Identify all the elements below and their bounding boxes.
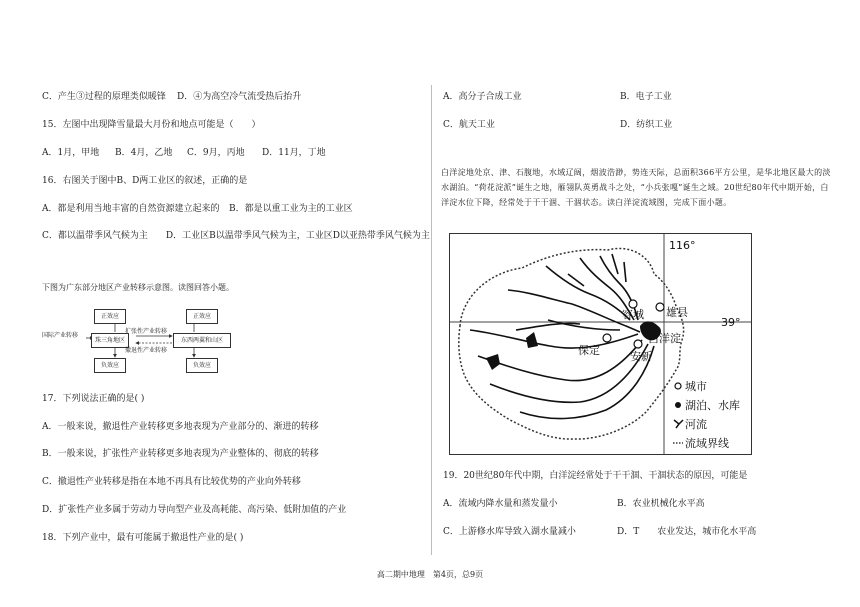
label-anxin: 安新 bbox=[630, 350, 652, 363]
label-latitude: 39° bbox=[721, 316, 741, 329]
q16-option-a: A．都是利用当地丰富的自然资源建立起来的 bbox=[42, 204, 220, 214]
label-longitude: 116° bbox=[669, 239, 696, 252]
legend-city-symbol bbox=[675, 383, 681, 389]
reservoir-central bbox=[526, 332, 538, 348]
q19-option-d: D．T 农业发达，城市化水平高 bbox=[617, 527, 757, 537]
q16-stem: 16．右图关于图中B、D两工业区的叙述，正确的是 bbox=[42, 176, 248, 186]
q19-stem: 19．20世纪80年代中期，白洋淀经常处于干干涸、干涸状态的原因，可能是 bbox=[443, 471, 748, 481]
city-baoding bbox=[603, 334, 611, 342]
reservoir-west bbox=[486, 354, 500, 370]
city-xiongxian bbox=[656, 303, 664, 311]
q17-stem: 17．下列说法正确的是( ) bbox=[42, 394, 145, 404]
legend-lake: 湖泊、水库 bbox=[685, 399, 740, 412]
label-retreating-transfer: 撤退性产业转移 bbox=[125, 347, 168, 354]
q18-option-c: C．航天工业 bbox=[443, 120, 495, 130]
city-rongcheng bbox=[629, 300, 637, 308]
label-expansive-transfer: 扩张性产业转移 bbox=[125, 328, 168, 335]
box-positive-effect-2: 正效应 bbox=[186, 309, 218, 324]
legend-river-symbol bbox=[674, 420, 683, 428]
label-baiyangdian: 白洋淀 bbox=[648, 332, 681, 345]
box-east-west-mountain: 东西两翼和山区 bbox=[173, 333, 231, 348]
map-svg bbox=[450, 234, 751, 454]
industry-intro: 下图为广东部分地区产业转移示意图。读图回答小题。 bbox=[42, 283, 234, 292]
q18-option-b: B．电子工业 bbox=[620, 92, 672, 102]
q16-option-b: B．都是以重工业为主的工业区 bbox=[229, 204, 353, 214]
legend-river: 河流 bbox=[685, 418, 707, 431]
box-negative-effect-1: 负效应 bbox=[94, 358, 126, 373]
q14-option-d: D．④为高空冷气流受热后抬升 bbox=[177, 92, 302, 102]
city-anxin bbox=[634, 340, 642, 348]
q16-option-cd: C．都以温带季风气候为主 D．工业区B以温带季风气候为主，工业区D以亚热带季风气候为主 bbox=[42, 231, 430, 241]
q17-option-d: D．扩张性产业多属于劳动力导向型产业及高耗能、高污染、低附加值的产业 bbox=[42, 505, 347, 515]
baiyangdian-intro: 白洋淀地处京、津、石腹地，水域辽阔，烟波浩渺，势连天际，总面积366平方公里，是华北地区最大的淡水湖泊。“荷花淀派”诞生之地，雁翎队英勇战斗之处，“小兵张嘎”诞生之域。20世纪80年代中期开始，白洋淀水位下降，经常处于干干涸、干涸状态。读白洋淀流域图，完成下面小题。 bbox=[441, 168, 831, 207]
q15-option-d: D．11月，丁地 bbox=[262, 148, 326, 158]
q15-option-a: A．1月，甲地 bbox=[42, 148, 100, 158]
rivers bbox=[470, 254, 654, 419]
q15-stem: 15．左图中出现降雪量最大月份和地点可能是（ ） bbox=[42, 120, 261, 130]
q19-option-b: B．农业机械化水平高 bbox=[617, 499, 705, 509]
legend-city: 城市 bbox=[685, 380, 707, 393]
q19-option-a: A．流域内降水量和蒸发量小 bbox=[443, 499, 558, 509]
legend-boundary: 流域界线 bbox=[685, 437, 729, 450]
label-international-transfer: 国际产业转移 bbox=[42, 332, 79, 339]
q14-option-c: C．产生③过程的原理类似暖锋 bbox=[42, 92, 166, 102]
q17-option-b: B．一般来说，扩张性产业转移更多地表现为产业整体的、彻底的转移 bbox=[42, 449, 319, 459]
page-footer: 高二期中地理 第4页，总9页 bbox=[376, 570, 484, 579]
column-divider bbox=[431, 85, 432, 555]
q19-option-c: C．上游修水库导致入湖水量减小 bbox=[443, 527, 576, 537]
legend-lake-symbol bbox=[675, 402, 681, 408]
label-rongcheng: 容城 bbox=[622, 308, 644, 321]
q18-option-a: A．高分子合成工业 bbox=[443, 92, 522, 102]
box-pearl-river-delta: 珠三角地区 bbox=[91, 333, 129, 348]
q18-option-d: D．纺织工业 bbox=[620, 120, 673, 130]
q17-option-a: A．一般来说，撤退性产业转移更多地表现为产业部分的、渐进的转移 bbox=[42, 422, 319, 432]
q15-option-b: B．4月，乙地 bbox=[115, 148, 173, 158]
label-baoding: 保定 bbox=[578, 344, 600, 357]
box-positive-effect-1: 正效应 bbox=[94, 309, 126, 324]
label-xiongxian: 雄县 bbox=[666, 306, 688, 319]
box-negative-effect-2: 负效应 bbox=[186, 358, 218, 373]
baiyangdian-basin-map bbox=[449, 233, 752, 455]
map-legend bbox=[673, 380, 740, 450]
q15-option-c: C．9月，丙地 bbox=[187, 148, 245, 158]
q18-stem: 18．下列产业中，最有可能属于撤退性产业的是( ) bbox=[42, 533, 244, 543]
q17-option-c: C．撤退性产业转移是指在本地不再具有比较优势的产业向外转移 bbox=[42, 477, 301, 487]
